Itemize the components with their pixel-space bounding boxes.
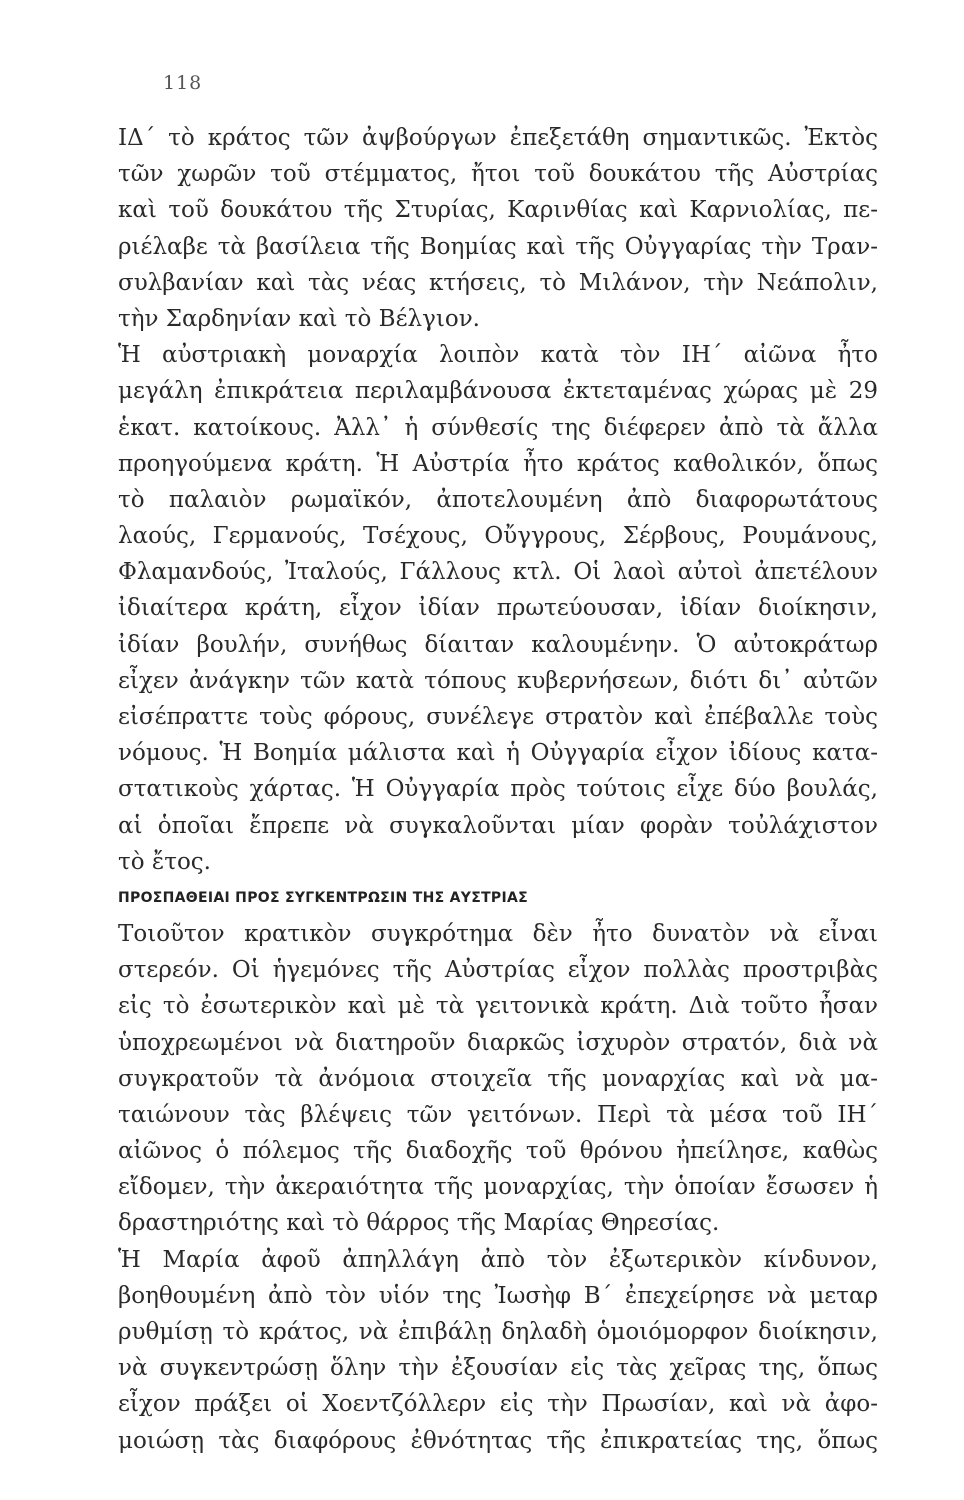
text-line: εἰς τὸ ἐσωτερικὸν καὶ μὲ τὰ γειτονικὰ κράτη. Διὰ τοῦτο ἦσαν <box>118 993 878 1020</box>
text-line: ρυθμίσῃ τὸ κράτος, νὰ ἐπιβάλῃ δηλαδὴ ὁμοιόμορφον διοίκησιν, <box>118 1319 878 1345</box>
text-line: μοιώσῃ τὰς διαφόρους ἐθνότητας τῆς ἐπικρατείας της, ὅπως <box>118 1427 878 1454</box>
text-line: τὸ ἔτος. <box>118 848 211 875</box>
text-line: λαούς, Γερμανούς, Τσέχους, Οὔγγρους, Σέρβους, Ρουμάνους, <box>118 523 878 550</box>
text-line: στατικοὺς χάρτας. Ἡ Οὐγγαρία πρὸς τούτοις εἶχε δύο βουλάς, <box>118 776 878 803</box>
paragraph-centralization <box>118 916 878 1459</box>
text-line: τὴν Σαρδηνίαν καὶ τὸ Βέλγιον. <box>118 305 480 332</box>
page-number: 118 <box>163 72 203 94</box>
text-line: βοηθουμένη ἀπὸ τὸν υἱόν της Ἰωσὴφ Β΄ ἐπεχείρησε νὰ μεταρ <box>118 1282 878 1309</box>
text-line: δραστηριότης καὶ τὸ θάρρος τῆς Μαρίας Θηρεσίας. <box>118 1210 720 1237</box>
text-line: στερεόν. Οἱ ἡγεμόνες τῆς Αὐστρίας εἶχον πολλὰς προστριβὰς <box>118 957 878 984</box>
text-line: μεγάλη ἐπικράτεια περιλαμβάνουσα ἐκτεταμένας χώρας μὲ 29 <box>118 378 878 405</box>
text-line: καὶ τοῦ δουκάτου τῆς Στυρίας, Καρινθίας καὶ Καρνιολίας, πε- <box>118 197 878 224</box>
text-line: αἰῶνος ὁ πόλεμος τῆς διαδοχῆς τοῦ θρόνου ἠπείλησε, καθὼς <box>118 1138 878 1165</box>
text-line: ἑκατ. κατοίκους. Ἀλλ᾽ ἡ σύνθεσίς της διέφερεν ἀπὸ τὰ ἄλλα <box>118 414 878 441</box>
section-heading: ΠΡΟΣΠΑΘΕΙΑΙ ΠΡΟΣ ΣΥΓΚΕΝΤΡΩΣΙΝ ΤΗΣ ΑΥΣΤΡΙΑΣ <box>118 889 528 906</box>
text-line: ἰδίαν βουλήν, συνήθως δίαιταν καλουμένην. Ὁ αὐτοκράτωρ <box>118 631 878 658</box>
text-line: ΙΔ΄ τὸ κράτος τῶν ἀψβούργων ἐπεξετάθη σημαντικῶς. Ἐκτὸς <box>118 125 878 151</box>
text-line: ὑποχρεωμένοι νὰ διατηροῦν διαρκῶς ἰσχυρὸν στρατόν, διὰ νὰ <box>118 1029 878 1056</box>
paragraph-austria-expansion <box>118 120 878 880</box>
text-line: τῶν χωρῶν τοῦ στέμματος, ἤτοι τοῦ δουκάτου τῆς Αὐστρίας <box>118 161 878 188</box>
text-line: αἱ ὁποῖαι ἔπρεπε νὰ συγκαλοῦνται μίαν φορὰν τοὐλάχιστον <box>118 812 878 839</box>
text-line: εἶχον πράξει οἱ Χοεντζόλλερν εἰς τὴν Πρωσίαν, καὶ νὰ ἀφο- <box>118 1391 878 1418</box>
text-line: Ἡ αὐστριακὴ μοναρχία λοιπὸν κατὰ τὸν ΙΗ΄ αἰῶνα ἦτο <box>118 342 878 369</box>
text-line: ταιώνουν τὰς βλέψεις τῶν γειτόνων. Περὶ τὰ μέσα τοῦ ΙΗ΄ <box>118 1101 878 1128</box>
text-line: εἴδομεν, τὴν ἀκεραιότητα τῆς μοναρχίας, τὴν ὁποίαν ἔσωσεν ἡ <box>118 1174 878 1201</box>
text-line: ἰδιαίτερα κράτη, εἶχον ἰδίαν πρωτεύουσαν, ἰδίαν διοίκησιν, <box>118 595 878 622</box>
text-line: ριέλαβε τὰ βασίλεια τῆς Βοημίας καὶ τῆς Οὐγγαρίας τὴν Τραν- <box>118 233 878 260</box>
text-line: εἶχεν ἀνάγκην τῶν κατὰ τόπους κυβερνήσεων, διότι δι᾽ αὐτῶν <box>118 667 878 694</box>
text-line: συγκρατοῦν τὰ ἀνόμοια στοιχεῖα τῆς μοναρχίας καὶ νὰ μα- <box>118 1065 878 1092</box>
text-line: Ἡ Μαρία ἀφοῦ ἀπηλλάγη ἀπὸ τὸν ἐξωτερικὸν κίνδυνον, <box>118 1246 878 1273</box>
text-line: προηγούμενα κράτη. Ἡ Αὐστρία ἦτο κράτος καθολικόν, ὅπως <box>118 450 878 477</box>
text-line: εἰσέπραττε τοὺς φόρους, συνέλεγε στρατὸν καὶ ἐπέβαλλε τοὺς <box>118 704 878 730</box>
text-line: τὸ παλαιὸν ρωμαϊκόν, ἀποτελουμένη ἀπὸ διαφορωτάτους <box>118 486 878 513</box>
text-line: νόμους. Ἡ Βοημία μάλιστα καὶ ἡ Οὐγγαρία εἶχον ἰδίους κατα- <box>118 740 878 767</box>
text-line: συλβανίαν καὶ τὰς νέας κτήσεις, τὸ Μιλάνον, τὴν Νεάπολιν, <box>118 269 878 296</box>
text-line: Τοιοῦτον κρατικὸν συγκρότημα δὲν ἦτο δυνατὸν νὰ εἶναι <box>118 920 878 947</box>
text-line: Φλαμανδούς, Ἰταλούς, Γάλλους κτλ. Οἱ λαοὶ αὐτοὶ ἀπετέλουν <box>118 559 878 586</box>
body-text <box>118 120 878 1459</box>
text-line: νὰ συγκεντρώσῃ ὅλην τὴν ἐξουσίαν εἰς τὰς χεῖρας της, ὅπως <box>118 1355 878 1382</box>
